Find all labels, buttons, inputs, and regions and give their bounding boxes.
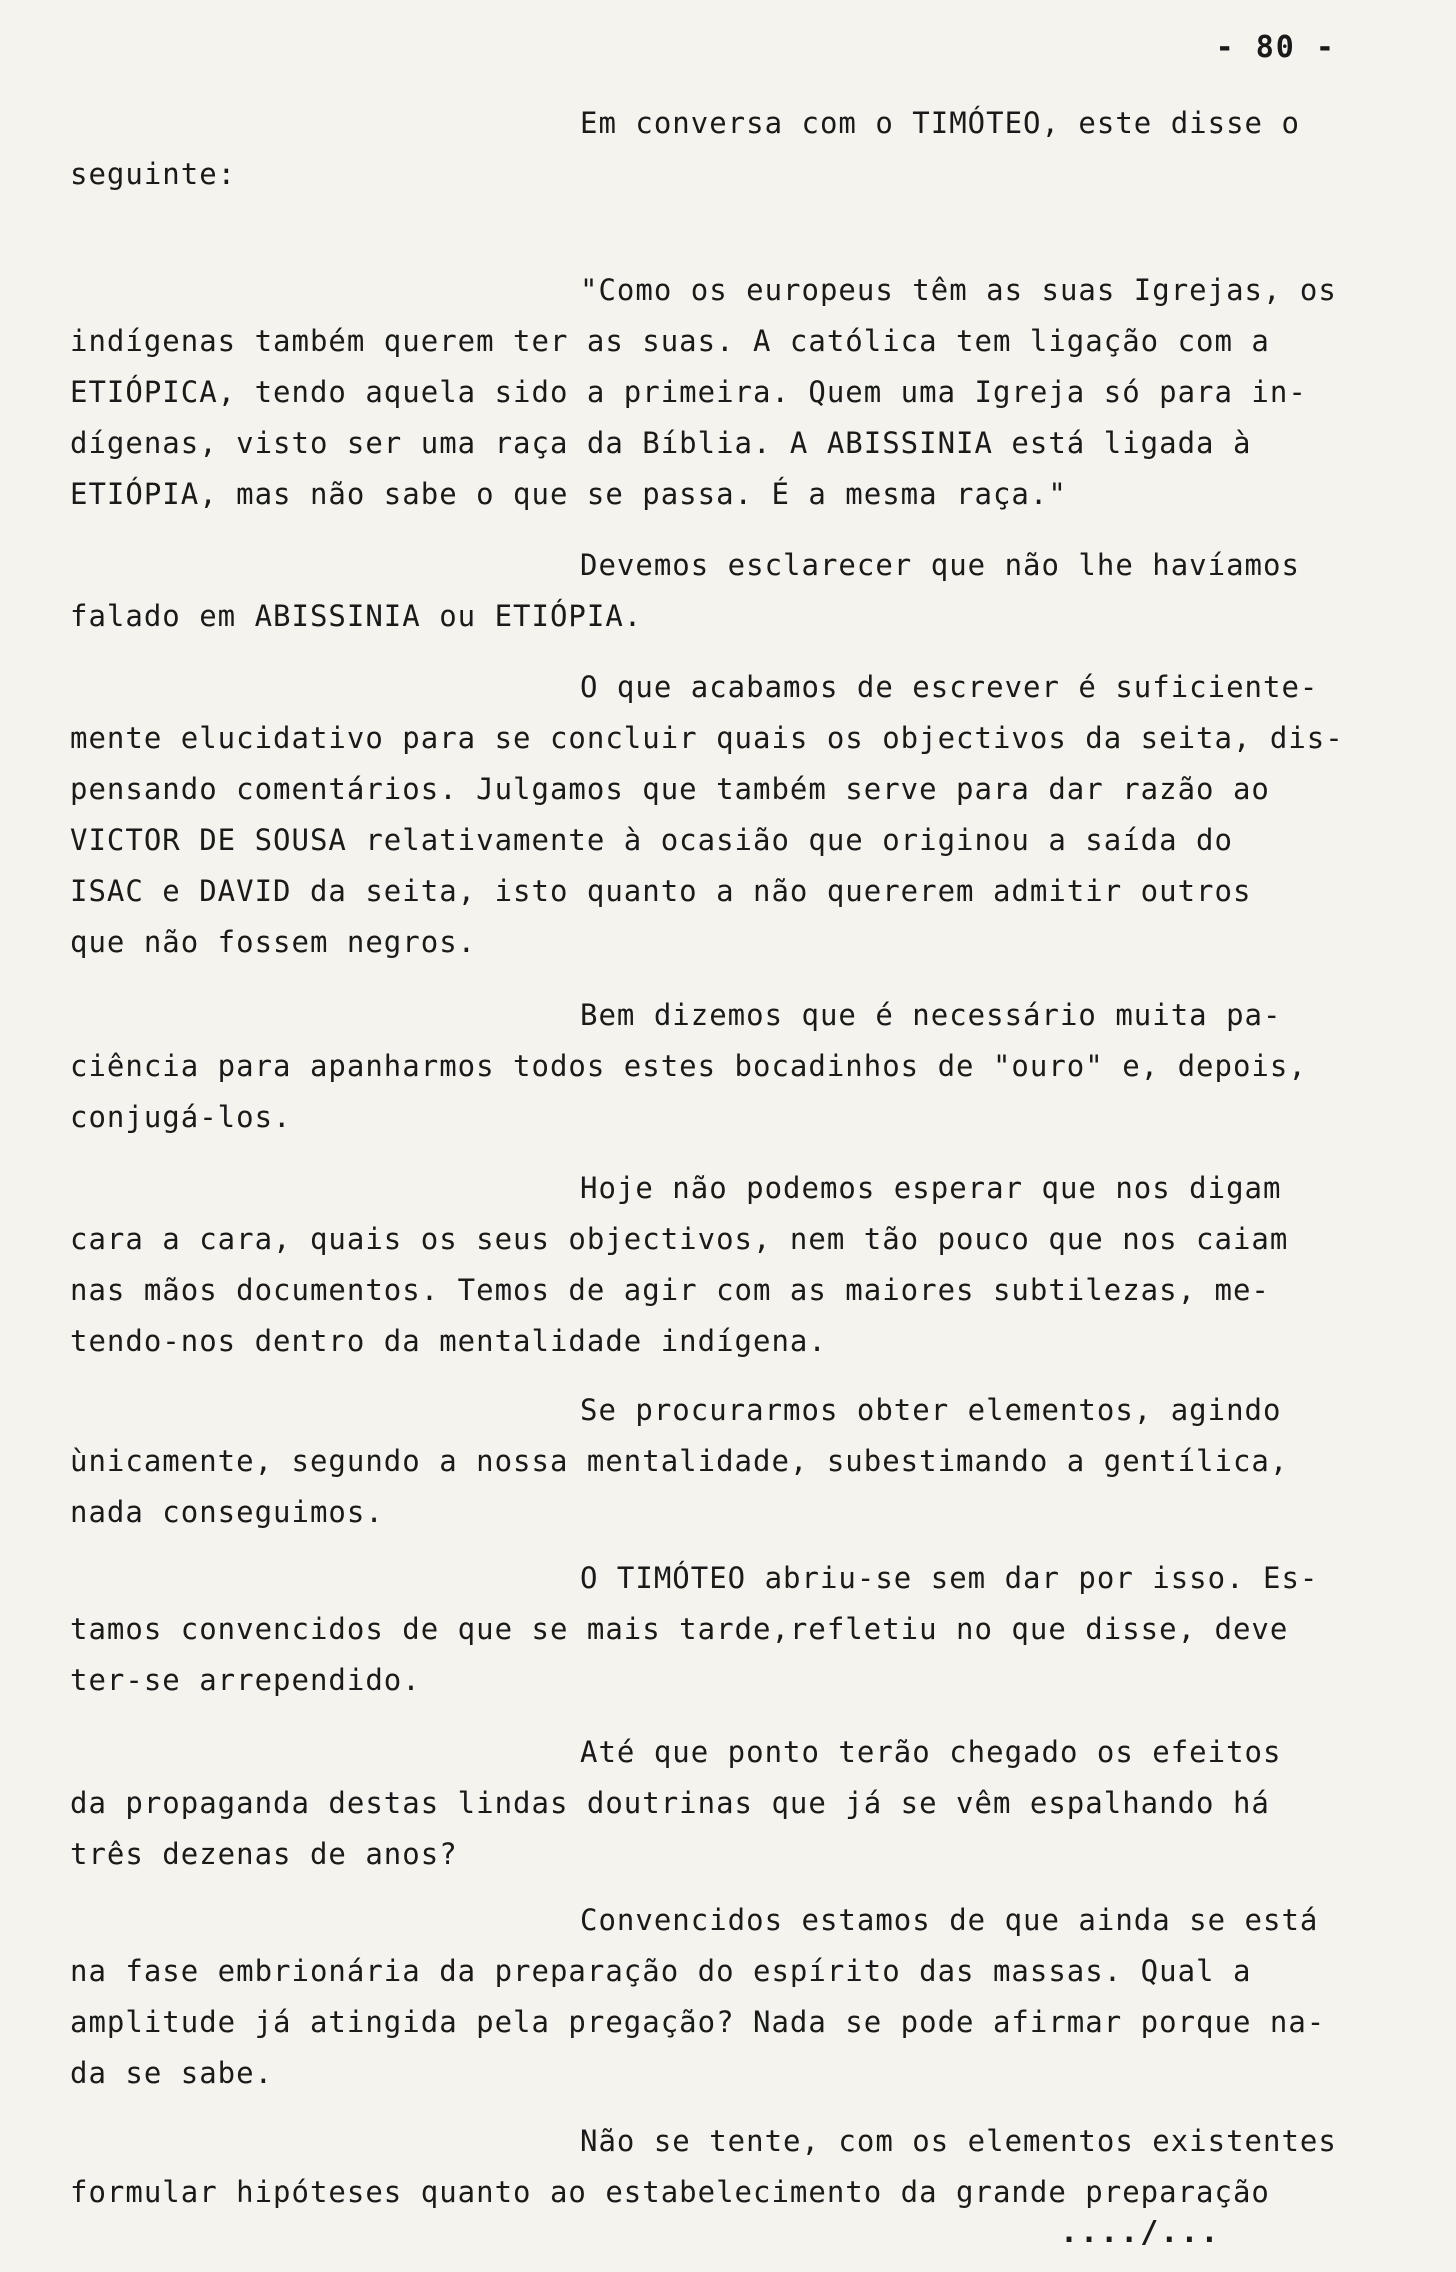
text-line: Convencidos estamos de que ainda se está bbox=[580, 1903, 1319, 1937]
paragraph-2 bbox=[70, 265, 1370, 520]
text-line: Se procurarmos obter elementos, agindo bbox=[580, 1393, 1282, 1427]
text-line: O TIMÓTEO abriu-se sem dar por isso. Es- bbox=[580, 1561, 1319, 1595]
text-line: Devemos esclarecer que não lhe havíamos bbox=[580, 548, 1300, 582]
text-line: ISAC e DAVID da seita, isto quanto a não quererem admitir outros bbox=[70, 874, 1252, 908]
text-line: três dezenas de anos? bbox=[70, 1837, 458, 1871]
text-line: indígenas também querem ter as suas. A católica tem ligação com a bbox=[70, 324, 1270, 358]
paragraph-9 bbox=[70, 1727, 1370, 1880]
text-line: na fase embrionária da preparação do espírito das massas. Qual a bbox=[70, 1954, 1252, 1988]
paragraph-10 bbox=[70, 1895, 1370, 2099]
text-line: mente elucidativo para se concluir quais os objectivos da seita, dis- bbox=[70, 721, 1344, 755]
text-line: nada conseguimos. bbox=[70, 1495, 384, 1529]
text-line: VICTOR DE SOUSA relativamente à ocasião que originou a saída do bbox=[70, 823, 1233, 857]
text-line: falado em ABISSINIA ou ETIÓPIA. bbox=[70, 599, 643, 633]
paragraph-7 bbox=[70, 1385, 1370, 1538]
paragraph-8 bbox=[70, 1553, 1370, 1706]
text-line: Não se tente, com os elementos existentes bbox=[580, 2124, 1337, 2158]
text-line: ETIÓPIA, mas não sabe o que se passa. É a mesma raça." bbox=[70, 477, 1067, 511]
paragraph-11 bbox=[70, 2116, 1370, 2218]
text-line: formular hipóteses quanto ao estabelecimento da grande preparação bbox=[70, 2175, 1270, 2209]
text-line: da se sabe. bbox=[70, 2056, 274, 2090]
text-line: seguinte: bbox=[70, 157, 237, 191]
text-line: "Como os europeus têm as suas Igrejas, os bbox=[580, 273, 1337, 307]
text-line: tendo-nos dentro da mentalidade indígena. bbox=[70, 1324, 827, 1358]
text-line: nas mãos documentos. Temos de agir com as maiores subtilezas, me- bbox=[70, 1273, 1270, 1307]
paragraph-5 bbox=[70, 990, 1370, 1143]
paragraph-3 bbox=[70, 540, 1370, 642]
text-line: Em conversa com o TIMÓTEO, este disse o bbox=[580, 106, 1300, 140]
text-line: ùnicamente, segundo a nossa mentalidade, subestimando a gentílica, bbox=[70, 1444, 1289, 1478]
text-line: Bem dizemos que é necessário muita pa- bbox=[580, 998, 1282, 1032]
text-line: amplitude já atingida pela pregação? Nada se pode afirmar porque na- bbox=[70, 2005, 1326, 2039]
text-line: ciência para apanharmos todos estes bocadinhos de "ouro" e, depois, bbox=[70, 1049, 1307, 1083]
text-line: ETIÓPICA, tendo aquela sido a primeira. Quem uma Igreja só para in- bbox=[70, 375, 1307, 409]
text-line: dígenas, visto ser uma raça da Bíblia. A ABISSINIA está ligada à bbox=[70, 426, 1252, 460]
page-number: - 80 - bbox=[1215, 30, 1336, 65]
text-line: tamos convencidos de que se mais tarde,refletiu no que disse, deve bbox=[70, 1612, 1289, 1646]
text-line: Até que ponto terão chegado os efeitos bbox=[580, 1735, 1282, 1769]
text-line: ter-se arrependido. bbox=[70, 1663, 421, 1697]
paragraph-4 bbox=[70, 662, 1370, 968]
text-line: O que acabamos de escrever é suficiente- bbox=[580, 670, 1319, 704]
text-line: Hoje não podemos esperar que nos digam bbox=[580, 1171, 1282, 1205]
text-line: que não fossem negros. bbox=[70, 925, 477, 959]
paragraph-1 bbox=[70, 98, 1370, 200]
text-line: da propaganda destas lindas doutrinas que já se vêm espalhando há bbox=[70, 1786, 1270, 1820]
paragraph-6 bbox=[70, 1163, 1370, 1367]
text-line: pensando comentários. Julgamos que também serve para dar razão ao bbox=[70, 772, 1270, 806]
text-line: cara a cara, quais os seus objectivos, nem tão pouco que nos caiam bbox=[70, 1222, 1289, 1256]
continuation-mark: ..../... bbox=[1060, 2215, 1221, 2250]
text-line: conjugá-los. bbox=[70, 1100, 292, 1134]
